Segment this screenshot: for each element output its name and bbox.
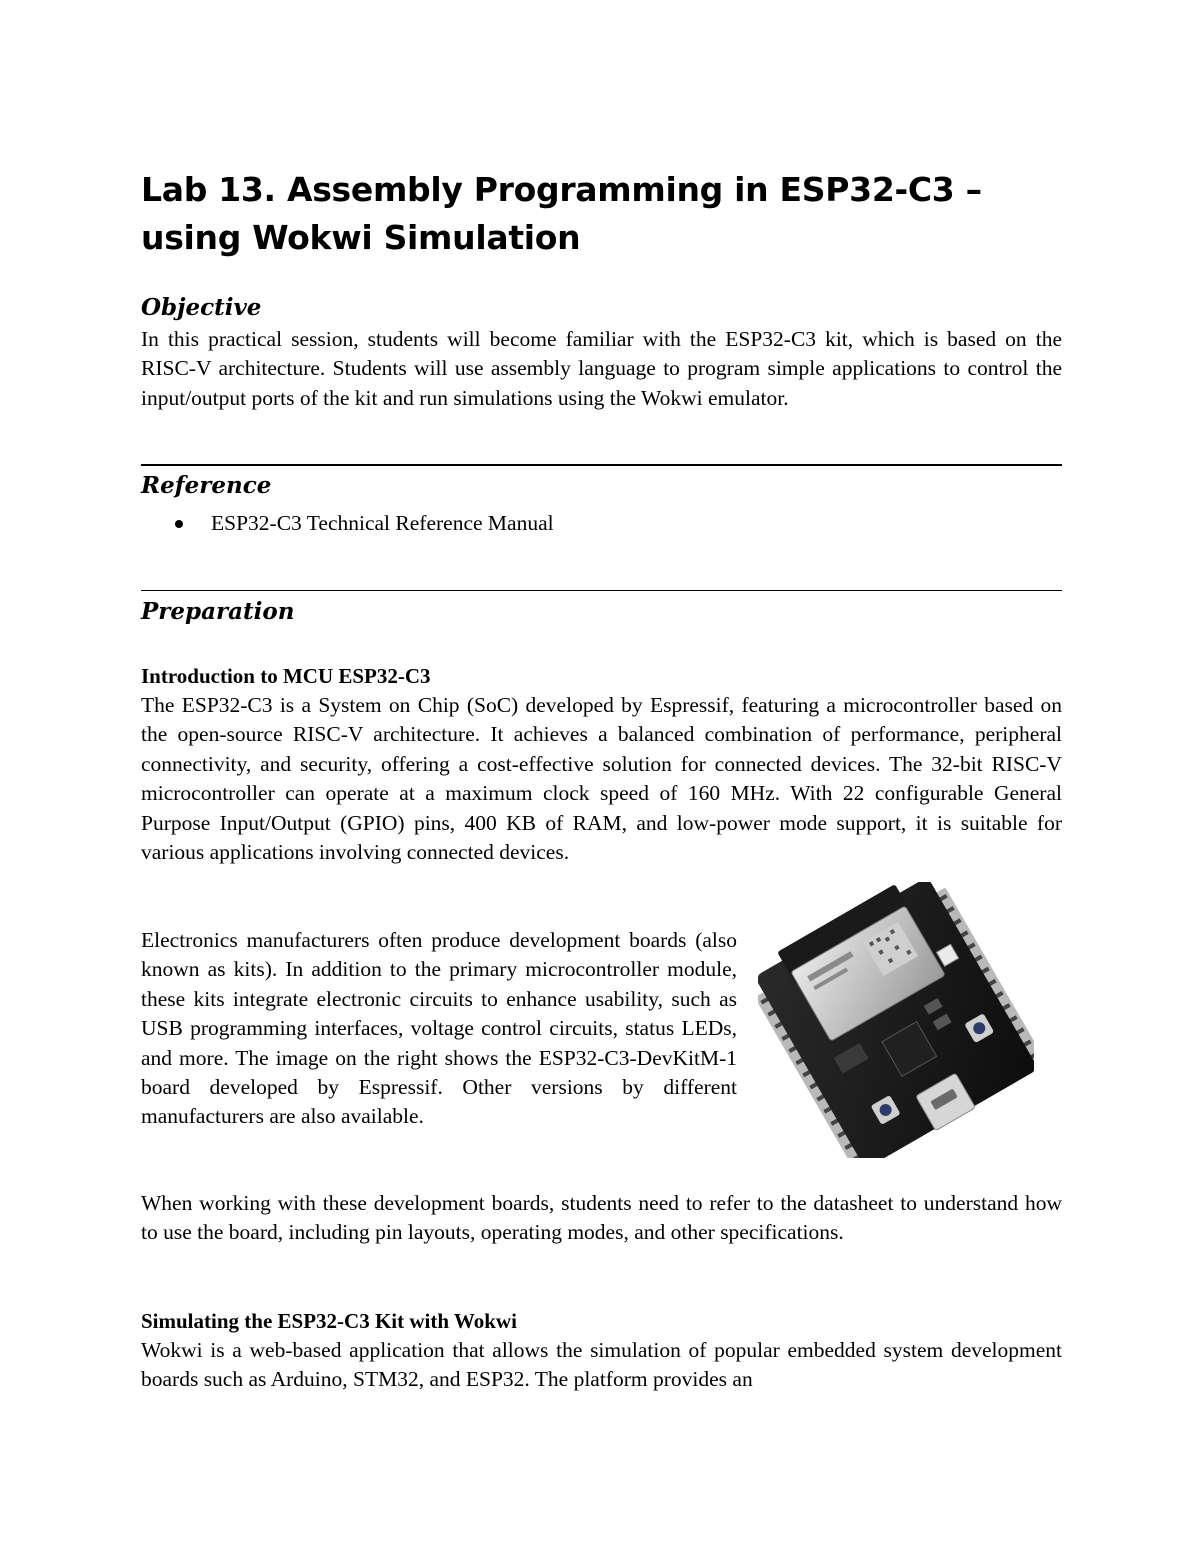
reference-item-text: ESP32-C3 Technical Reference Manual: [211, 511, 554, 535]
bullet-icon: [175, 520, 183, 528]
objective-text: In this practical session, students will become familiar with the ESP32-C3 kit, which is based on the RISC-V architecture. Students will use assembly language to program simple applications to control the input/output ports of the kit and run simulations using the Wokwi emulator.: [141, 327, 1062, 410]
wokwi-subheading: Simulating the ESP32-C3 Kit with Wokwi: [141, 1309, 517, 1333]
preparation-heading: Preparation: [141, 598, 295, 625]
objective-heading: Objective: [141, 294, 262, 321]
title-line-2: using Wokwi Simulation: [141, 218, 581, 257]
intro-paragraph-3: When working with these development boards, students need to refer to the datasheet to understand how to use the board, including pin layouts, operating modes, and other specifications.: [141, 1191, 1062, 1245]
title-line-1: Lab 13. Assembly Programming in ESP32-C3 –: [141, 170, 982, 209]
intro-paragraph-1: The ESP32-C3 is a System on Chip (SoC) developed by Espressif, featuring a microcontroller based on the open-source RISC-V architecture. It achieves a balanced combination of performance, peripheral connectivity, and security, offering a cost-effective solution for connected devices. The 32-bit RISC-V microcontroller can operate at a maximum clock speed of 160 MHz. With 22 configurable General Purpose Input/Output (GPIO) pins, 400 KB of RAM, and low-power mode support, it is suitable for various applications involving connected devices.: [141, 693, 1062, 865]
wokwi-paragraph-1: Wokwi is a web-based application that allows the simulation of popular embedded system development boards such as Arduino, STM32, and ESP32. The platform provides an: [141, 1338, 1062, 1392]
section-divider: [141, 464, 1062, 466]
reference-list: [141, 508, 554, 538]
section-divider: [141, 590, 1062, 591]
intro-subheading: Introduction to MCU ESP32-C3: [141, 664, 431, 688]
page-title: [141, 166, 1062, 262]
reference-heading: Reference: [141, 472, 272, 499]
reference-item: [141, 508, 554, 538]
intro-paragraph-2: Electronics manufacturers often produce development boards (also known as kits). In addition to the primary microcontroller module, these kits integrate electronic circuits to enhance usability, such as USB programming interfaces, voltage control circuits, status LEDs, and more. The image on the right shows the ESP32-C3-DevKitM-1 board developed by Espressif. Other versions by different manufacturers are also available.: [141, 928, 737, 1129]
esp32-c3-devkit-image: [758, 882, 1034, 1158]
